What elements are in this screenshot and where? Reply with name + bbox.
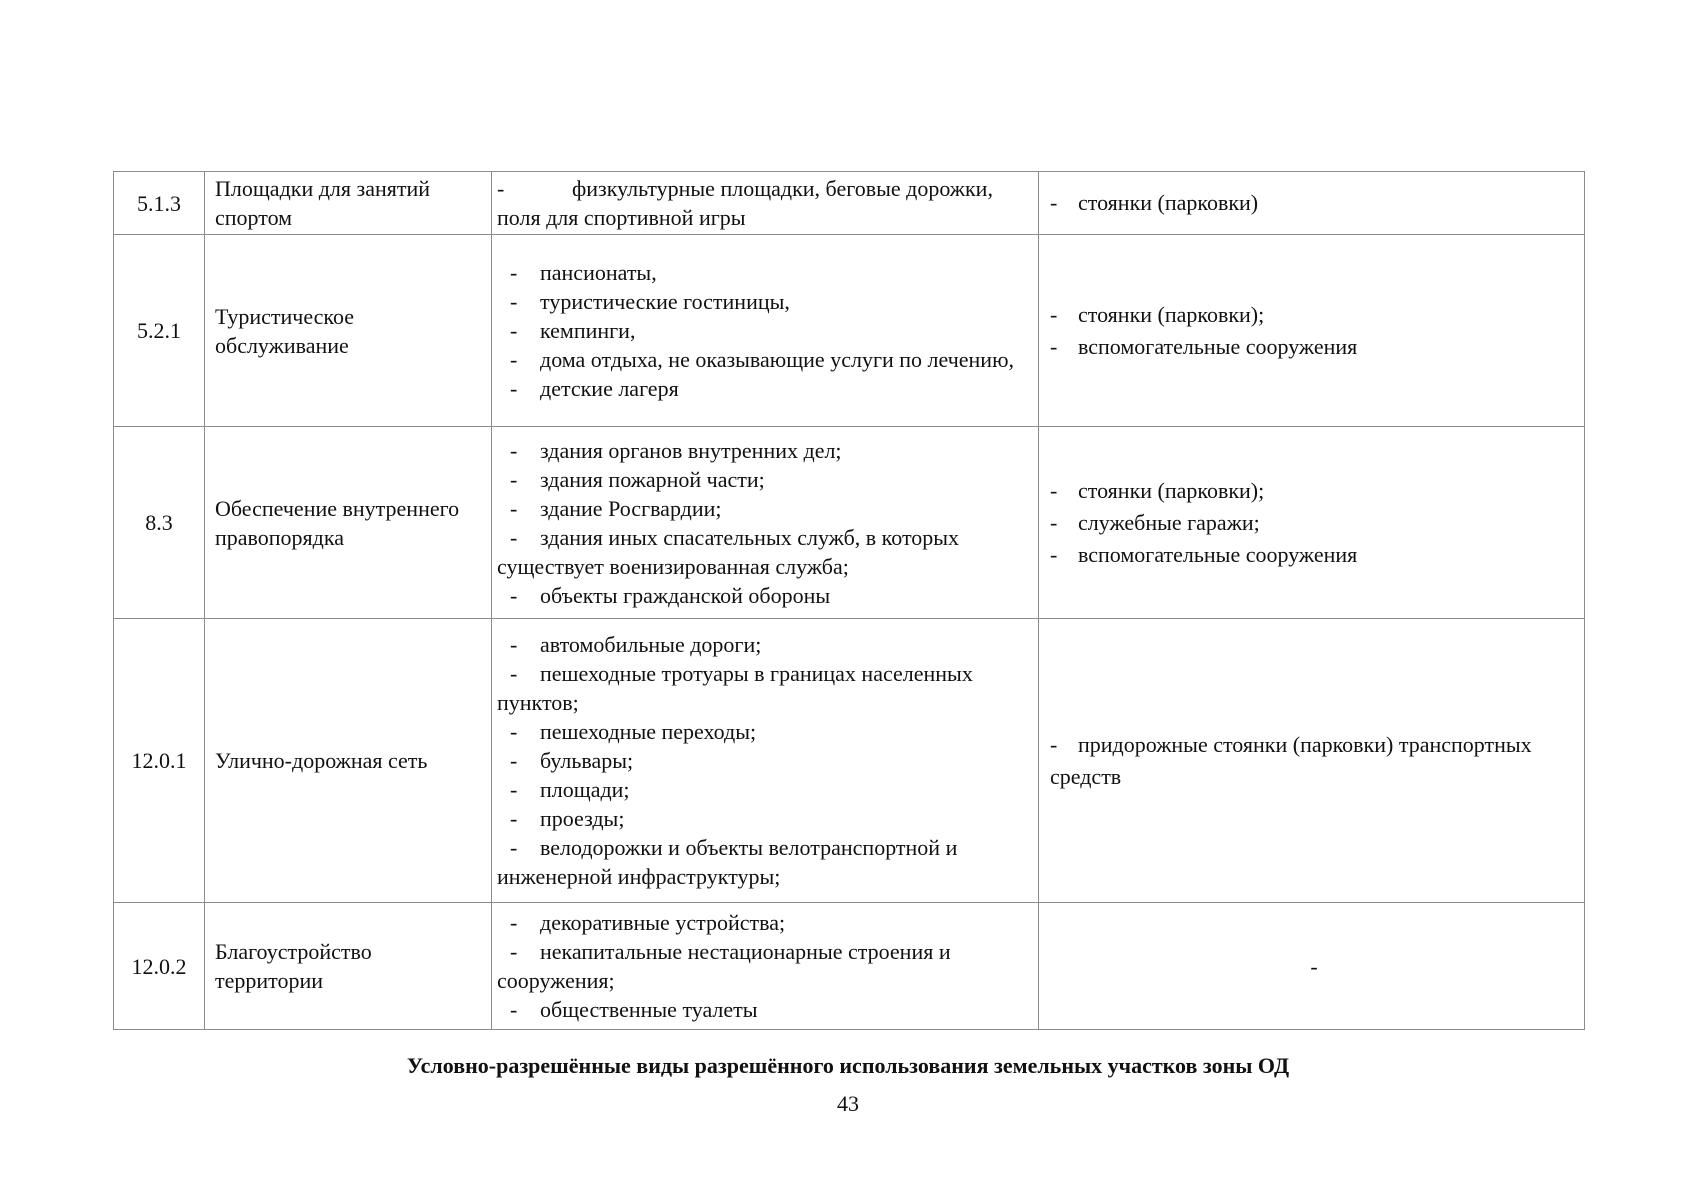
list-item <box>497 804 1032 833</box>
use-code: 8.3 <box>114 427 205 619</box>
aux-objects-cell <box>1039 235 1585 427</box>
list-item-text: стоянки (парковки); <box>1078 477 1265 503</box>
bullet-dash: - <box>510 910 518 935</box>
list-item-text: дома отдыха, не оказывающие услуги по лечению, <box>540 347 1015 372</box>
list-item-text: общественные туалеты <box>540 997 758 1022</box>
bullet-dash: - <box>1050 477 1058 503</box>
use-code: 12.0.2 <box>114 903 205 1030</box>
bullet-dash: - <box>510 347 518 372</box>
bullet-dash: - <box>1050 333 1058 359</box>
list-item-text: детские лагеря <box>540 376 679 401</box>
main-objects-cell <box>492 172 1039 235</box>
list-item-text: пешеходные переходы; <box>540 719 757 744</box>
list-item-text: некапитальные нестационарные строения и сооружения; <box>497 939 951 993</box>
bullet-dash: - <box>510 661 518 686</box>
list-item <box>497 174 1032 232</box>
table-row <box>114 427 1585 619</box>
list-item <box>497 717 1032 746</box>
list-item-text: бульвары; <box>540 748 634 773</box>
bullet-dash: - <box>510 437 518 463</box>
list-item <box>497 908 1032 937</box>
list-item <box>497 523 1032 581</box>
bullet-dash: - <box>510 806 518 831</box>
use-code: 12.0.1 <box>114 619 205 903</box>
bullet-dash: - <box>510 289 518 314</box>
list-item <box>497 581 1032 610</box>
list-item-text: служебные гаражи; <box>1078 509 1260 535</box>
main-objects-cell <box>492 619 1039 903</box>
list-item-text: здания органов внутренних дел; <box>540 437 842 463</box>
list-item-text: пансионаты, <box>540 260 657 285</box>
list-item <box>497 436 1032 465</box>
bullet-dash: - <box>510 748 518 773</box>
use-name: Обеспечение внутреннего правопорядка <box>205 427 492 619</box>
use-name: Благоустройство территории <box>205 903 492 1030</box>
aux-objects-cell <box>1039 427 1585 619</box>
list-item <box>497 659 1032 717</box>
bullet-dash: - <box>510 466 518 492</box>
use-name: Туристическое обслуживание <box>205 235 492 427</box>
list-item <box>497 494 1032 523</box>
list-item-text: проезды; <box>540 806 625 831</box>
list-item-text: велодорожки и объекты велотранспортной и инженерной инфраструктуры; <box>497 835 958 889</box>
list-item-text: туристические гостиницы, <box>540 289 790 314</box>
list-item-text: кемпинги, <box>540 318 636 343</box>
table-row <box>114 903 1585 1030</box>
list-item <box>1050 729 1578 793</box>
main-objects-cell <box>492 235 1039 427</box>
table-row <box>114 235 1585 427</box>
aux-objects-cell <box>1039 172 1585 235</box>
list-item <box>1050 331 1578 363</box>
bullet-dash: - <box>497 176 505 201</box>
bullet-dash: - <box>510 835 518 860</box>
list-item <box>1050 507 1578 539</box>
bullet-dash: - <box>510 376 518 401</box>
bullet-dash: - <box>510 777 518 802</box>
bullet-dash: - <box>510 318 518 343</box>
list-item-text: объекты гражданской обороны <box>540 582 831 608</box>
use-name: Улично-дорожная сеть <box>205 619 492 903</box>
list-item-text: придорожные стоянки (парковки) транспортных средств <box>1050 731 1532 789</box>
bullet-dash: - <box>510 632 518 657</box>
list-item-text: здание Росгвардии; <box>540 495 722 521</box>
table-row <box>114 172 1585 235</box>
list-item-text: вспомогательные сооружения <box>1078 333 1358 359</box>
bullet-dash: - <box>1050 301 1058 327</box>
list-item <box>497 630 1032 659</box>
list-item <box>497 937 1032 995</box>
page-number: 43 <box>837 1091 859 1116</box>
bullet-dash: - <box>510 495 518 521</box>
bullet-dash: - <box>510 997 518 1022</box>
section-heading: Условно-разрешённые виды разрешённого использования земельных участков зоны ОД <box>406 1053 1290 1078</box>
list-item-text: стоянки (парковки); <box>1078 301 1265 327</box>
list-item <box>497 316 1032 345</box>
table-row <box>114 619 1585 903</box>
list-item <box>497 345 1032 374</box>
aux-objects-cell <box>1039 619 1585 903</box>
list-item <box>1050 475 1578 507</box>
list-item <box>497 995 1032 1024</box>
bullet-dash: - <box>510 719 518 744</box>
list-item <box>497 746 1032 775</box>
use-code: 5.1.3 <box>114 172 205 235</box>
list-item <box>497 287 1032 316</box>
list-item <box>497 775 1032 804</box>
bullet-dash: - <box>1050 731 1058 757</box>
bullet-dash: - <box>1050 541 1058 567</box>
list-item <box>497 465 1032 494</box>
list-item-text: вспомогательные сооружения <box>1078 541 1358 567</box>
use-code: 5.2.1 <box>114 235 205 427</box>
bullet-dash: - <box>510 524 518 550</box>
list-item-text: площади; <box>540 777 630 802</box>
bullet-dash: - <box>1050 509 1058 535</box>
list-item-text: автомобильные дороги; <box>540 632 762 657</box>
main-objects-cell <box>492 903 1039 1030</box>
list-item-text: здания иных спасательных служб, в которых существует военизированная служба; <box>497 524 960 579</box>
bullet-dash: - <box>510 582 518 608</box>
list-item <box>497 833 1032 891</box>
main-objects-cell <box>492 427 1039 619</box>
list-item <box>1050 539 1578 571</box>
list-item <box>1050 187 1578 219</box>
list-item <box>1050 299 1578 331</box>
bullet-dash: - <box>510 939 518 964</box>
list-item <box>497 374 1032 403</box>
list-item-text: здания пожарной части; <box>540 466 765 492</box>
use-name: Площадки для занятий спортом <box>205 172 492 235</box>
land-use-table <box>113 171 1585 1030</box>
list-item-text: стоянки (парковки) <box>1078 190 1259 215</box>
bullet-dash: - <box>1050 190 1058 215</box>
list-item <box>497 258 1032 287</box>
list-item-text: пешеходные тротуары в границах населенных пунктов; <box>497 661 973 715</box>
list-item-text: декоративные устройства; <box>540 910 786 935</box>
aux-objects-cell: - <box>1039 903 1585 1030</box>
list-item-text: физкультурные площадки, беговые дорожки, поля для спортивной игры <box>497 176 993 230</box>
bullet-dash: - <box>510 260 518 285</box>
